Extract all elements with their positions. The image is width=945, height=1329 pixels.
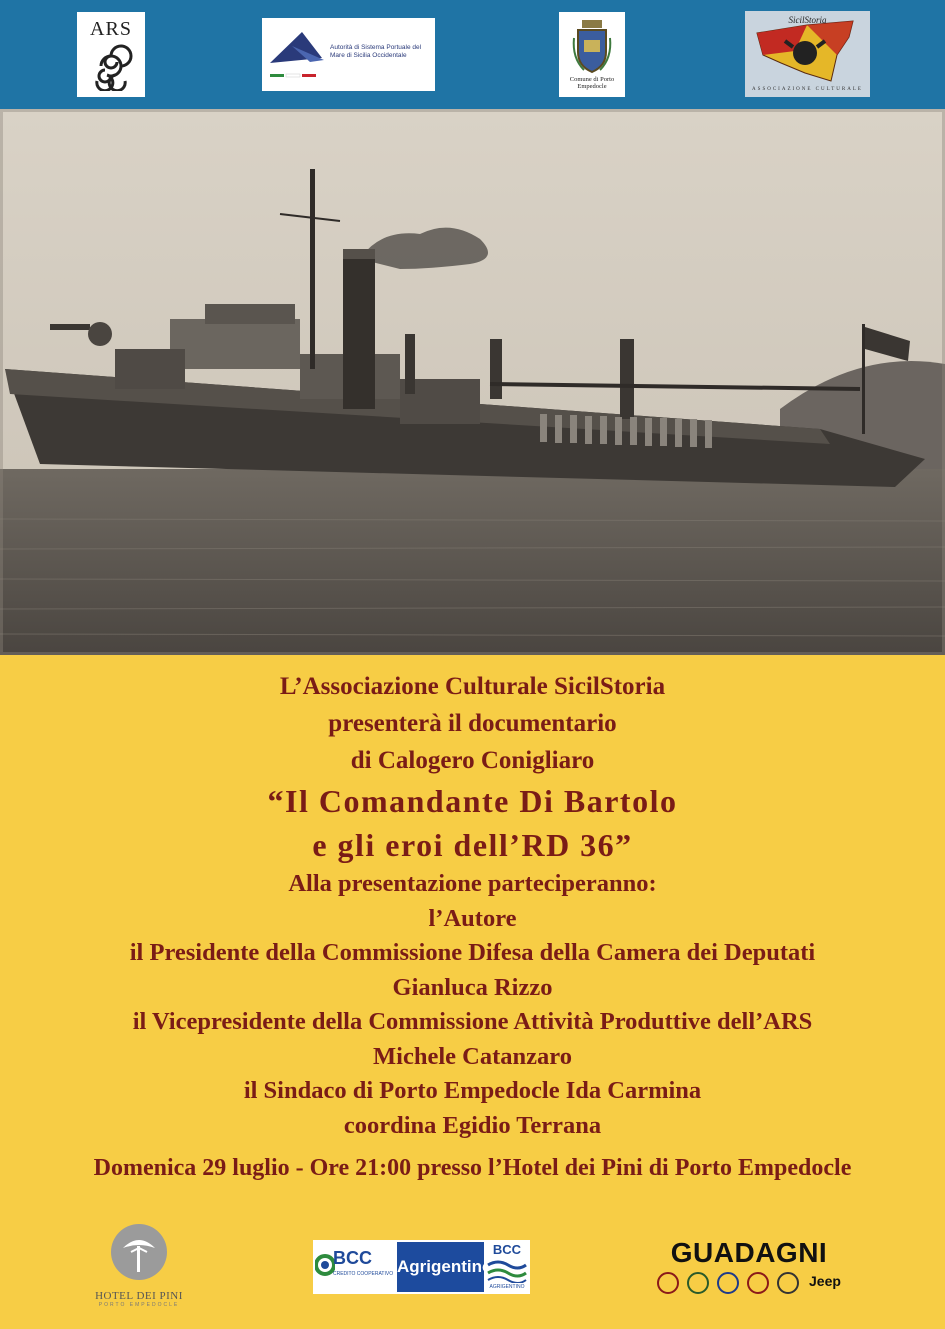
fiat-professional-badge-icon <box>747 1272 769 1294</box>
port-authority-text: Autorità di Sistema Portuale del Mare di Sicilia Occidentale <box>330 44 422 59</box>
port-authority-icon <box>262 18 330 91</box>
sicilstoria-subtitle: ASSOCIAZIONE CULTURALE <box>752 87 863 92</box>
alfa-romeo-badge-icon <box>687 1272 709 1294</box>
participant-line: l’Autore <box>428 904 517 932</box>
bcc-left-mark <box>315 1242 395 1292</box>
event-date-line: Domenica 29 luglio - Ore 21:00 presso l’Hotel dei Pini di Porto Empedocle <box>93 1155 852 1181</box>
participants-heading: Alla presentazione parteciperanno: <box>288 870 657 897</box>
jeep-label: Jeep <box>809 1273 841 1289</box>
bcc-agrigentino-logo <box>313 1240 530 1294</box>
coordinator-line: coordina Egidio Terrana <box>343 1111 602 1139</box>
bcc-name: BCC <box>333 1248 372 1268</box>
triskelion-icon <box>85 41 137 91</box>
bcc-right-name: BCC <box>492 1242 522 1257</box>
coat-of-arms-icon <box>570 18 614 76</box>
hotel-location: PORTO EMPEDOCLE <box>98 1302 180 1308</box>
participant-line: Gianluca Rizzo <box>392 973 553 1001</box>
abarth-badge-icon <box>777 1272 799 1294</box>
participant-line: Michele Catanzaro <box>373 1042 572 1070</box>
bcc-agrigentino-label: Agrigentino <box>397 1242 484 1292</box>
guadagni-name: GUADAGNI <box>670 1237 828 1268</box>
author-line: di Calogero Conigliaro <box>350 747 595 774</box>
lancia-badge-icon <box>717 1272 739 1294</box>
participant-line: il Sindaco di Porto Empedocle Ida Carmina <box>243 1077 702 1104</box>
event-announcement <box>0 668 945 1185</box>
bcc-swirl-icon <box>315 1250 335 1280</box>
ars-logo <box>77 12 145 97</box>
participant-line: il Presidente della Commissione Difesa della Camera dei Deputati <box>129 939 816 966</box>
presenter-line: presenterà il documentario <box>328 710 617 737</box>
association-line: L’Associazione Culturale SicilStoria <box>279 673 666 700</box>
sponsor-header <box>0 0 945 109</box>
hotel-name: HOTEL DEI PINI <box>95 1290 183 1302</box>
steamship-photo <box>0 109 945 655</box>
port-authority-logo <box>262 18 435 91</box>
ars-label: ARS <box>90 18 132 40</box>
documentary-title-line-1: “Il Comandante Di Bartolo <box>267 783 678 819</box>
fiat-badge-icon <box>657 1272 679 1294</box>
bcc-right-subtitle: AGRIGENTINO <box>489 1284 525 1290</box>
comune-text: Comune di Porto Empedocle <box>569 76 615 90</box>
historic-ship-photo <box>0 109 945 655</box>
documentary-title-line-2: e gli eroi dell’RD 36” <box>312 827 633 863</box>
bcc-waves-icon <box>486 1257 528 1283</box>
pine-tree-icon <box>109 1222 169 1282</box>
bcc-subtitle: CREDITO COOPERATIVO <box>333 1271 394 1277</box>
comune-logo <box>559 12 625 97</box>
sicilstoria-logo <box>745 11 870 97</box>
hotel-dei-pini-logo <box>80 1222 198 1308</box>
participant-line: il Vicepresidente della Commissione Attività Produttive dell’ARS <box>132 1008 813 1035</box>
guadagni-dealer-logo <box>653 1237 845 1297</box>
sicilstoria-title: SicilStoria <box>788 15 827 25</box>
